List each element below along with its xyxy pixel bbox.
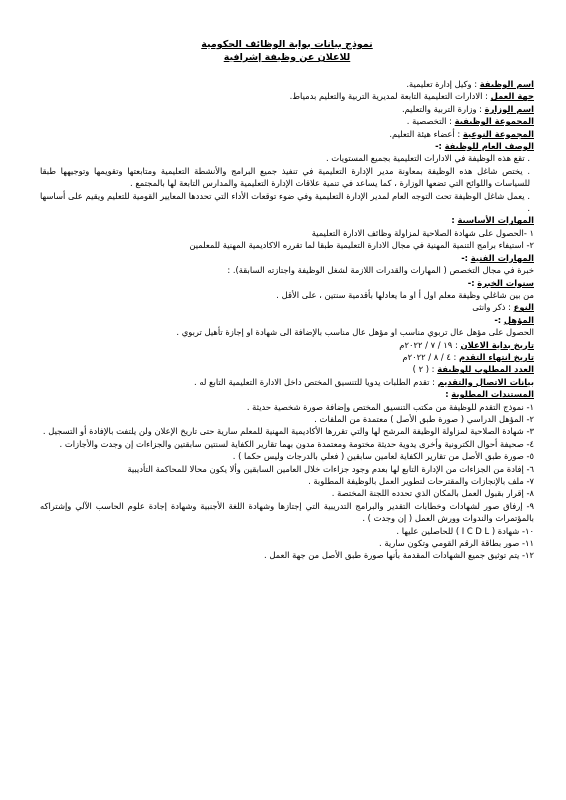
- document-item: ٦- إفادة من الجزاءات من الإدارة التابع لها بعدم وجود جزاءات خلال العامين السابقين وألا يكون محالا للمحاكمة التأديبية: [127, 463, 534, 474]
- document-title: [40, 38, 534, 64]
- qualitative-group-label: المجموعة النوعية: [462, 128, 534, 139]
- document-item: ٧- ملف بالإنجازات والمقترحات لتطوير العمل بالوظيفة المطلوبة .: [308, 476, 534, 486]
- job-title-row: [40, 78, 534, 90]
- technical-skills-heading: المهارات الفنية :-: [461, 252, 534, 263]
- document-item: ٣- شهادة الصلاحية لمزاولة الوظيفة المرشح لها والتي تقررها الأكاديمية المهنية للمعلم سارية حتى تاريخ الإعلان ولن يلتفت بالإفادة أو التسجيل .: [42, 426, 534, 437]
- employer-row: [40, 90, 534, 102]
- contact-label: بيانات الاتصال والتقديم: [437, 376, 534, 387]
- document-item: ٢- المؤهل الدراسي ( صورة طبق الأصل ) معتمدة من الملفات .: [314, 413, 534, 424]
- job-title-label: اسم الوظيفة: [479, 79, 534, 89]
- job-group-value: : التخصصية .: [406, 116, 452, 127]
- experience-label: سنوات الخبرة: [477, 277, 534, 288]
- description-paragraph: . تقع هذه الوظيفة في الادارات التعليمية بجميع المستويات .: [325, 153, 530, 164]
- qualification-heading: المؤهل :-: [494, 314, 534, 325]
- job-title-value: : وكيل إدارة تعليمية.: [406, 79, 478, 89]
- technical-skills-value: خبرة في مجال التخصص ( المهارات والقدرات اللازمة لشغل الوظيفة واجتازته السابقة). :: [227, 265, 534, 276]
- basic-skills-heading: المهارات الأساسية :: [451, 215, 534, 226]
- end-date-row: [40, 351, 534, 363]
- document-item: ١٠- شهادة ( I C D L ) للحاصلين عليها .: [396, 525, 534, 536]
- description-label: الوصف العام للوظيفة: [444, 141, 534, 152]
- employer-value: : الادارات التعليمية التابعة لمديرية التربية والتعليم بدمياط.: [289, 91, 488, 102]
- job-group-row: [40, 115, 534, 127]
- gender-value: : ذكر وانثى: [472, 302, 511, 313]
- gender-row: [40, 301, 534, 313]
- gender-label: النوع: [513, 302, 534, 313]
- basic-skills-label: المهارات الأساسية: [457, 215, 534, 226]
- basic-skill-item: ١ -الحصول على شهادة الصلاحية لمزاولة وظائف الادارة التعليمية: [311, 227, 534, 238]
- contact-value: : تقدم الطلبات يدويا للتنسيق المختص داخل الادارة التعليمية التابع له .: [194, 376, 435, 387]
- qualitative-group-row: [40, 128, 534, 140]
- description-heading: الوصف العام للوظيفة :-: [435, 141, 534, 152]
- document-item: ١١- صور بطاقة الرقم القومي وتكون سارية .: [379, 538, 534, 549]
- experience-value: من بين شاغلي وظيفة معلم اول أ او ما يعادلها بأقدمية سنتين ، على الأقل .: [276, 289, 534, 300]
- documents-heading: المستندات المطلوبة :: [445, 389, 534, 400]
- qualification-label: المؤهل: [503, 314, 534, 325]
- document-item: ٥- صورة طبق الأصل من تقارير الكفاية لعامين سابقين ( فعلي بالدرجات وليس حكما ) .: [232, 451, 534, 462]
- start-date-label: تاريخ بداية الاعلان: [460, 339, 534, 350]
- qualitative-group-value: : أعضاء هيئة التعليم.: [389, 128, 461, 139]
- ministry-row: [40, 103, 534, 115]
- description-paragraph: . يعمل شاغل الوظيفة تحت التوجه العام لمدير الإدارة التعليمية وفي ضوء توقعات الأداء التي تحددها المعايير القومية للتعليم ويقيم على أساسها .: [40, 190, 530, 214]
- end-date-label: تاريخ انتهاء التقدم: [459, 351, 534, 362]
- required-count-row: [40, 363, 534, 375]
- job-group-label: المجموعة الوظيفية: [454, 116, 534, 127]
- title-line-1: نموذج بيانات بوابة الوظائف الحكومية: [201, 39, 373, 50]
- description-paragraph: . يختص شاغل هذه الوظيفة بمعاونة مدير الإدارة التعليمية في تنفيذ جميع البرامج والأنشطة التعليمية ومتابعتها وتقويمها وتوجيهها طبقا للسياسات واللوائح التي تضعها الوزارة ، كما يساعد في تنمية علاقات الإدارة التعليمية والمدارس التابعة لها بالمجتمع .: [40, 165, 530, 189]
- document-item: ٤- صحيفة أحوال الكترونية وأخرى يدوية حديثة مختومة ومعتمدة مدون بهما تقارير الكفاية لسنتين سابقتين والجزاءات إن وجدت والأجازات .: [59, 438, 534, 449]
- ministry-value: : وزارة التربية والتعليم.: [401, 103, 482, 114]
- start-date-row: [40, 339, 534, 351]
- required-count-label: العدد المطلوب للوظيفة: [437, 364, 534, 375]
- document-item: ١- نموذج التقدم للوظيفة من مكتب التنسيق المختص وإضافة صورة شخصية حديثة .: [246, 401, 534, 412]
- title-line-2: للاعلان عن وظيفة إشرافية: [223, 52, 351, 63]
- required-count-value: : ( ٢ ): [412, 364, 435, 375]
- experience-heading: سنوات الخبرة :-: [467, 277, 534, 288]
- contact-row: [40, 376, 534, 388]
- start-date-value: : ١٩ / ٧ / ٢٠٢٢م: [399, 339, 458, 350]
- qualification-value: الحصول على مؤهل عال تربوي مناسب او مؤهل عال مناسب بالإضافة الى شهادة او إجازة تأهيل تربوي .: [176, 327, 534, 338]
- end-date-value: : ٤ / ٨ / ٢٠٢٢م: [402, 351, 457, 362]
- technical-skills-label: المهارات الفنية: [470, 252, 534, 263]
- document-item: ٨- إقرار بقبول العمل بالمكان الذي تحدده اللجنة المختصة .: [331, 488, 534, 499]
- basic-skill-item: ٢- استيفاء برامج التنمية المهنية في مجال الادارة التعليمية طبقا لما تقرره الاكاديمية المهنية للمعلمين: [189, 240, 534, 251]
- documents-label: المستندات المطلوبة: [451, 389, 534, 400]
- ministry-label: اسم الوزارة: [484, 103, 534, 114]
- document-item: ١٢- يتم توثيق جميع الشهادات المقدمة بأنها صورة طبق الأصل من جهة العمل .: [264, 550, 534, 561]
- document-item: ٩- إرفاق صور لشهادات وخطابات التقدير والبرامج التدريبية التي إجتازها وشهادة اللغة الأجنبية وشهادة إجادة علوم الحاسب الآلي وإشتراكه بالمؤتمرات والندوات وورش العمل ( إن وجدت ) .: [40, 500, 534, 524]
- employer-label: جهة العمل: [490, 91, 534, 102]
- document-page: [40, 38, 534, 562]
